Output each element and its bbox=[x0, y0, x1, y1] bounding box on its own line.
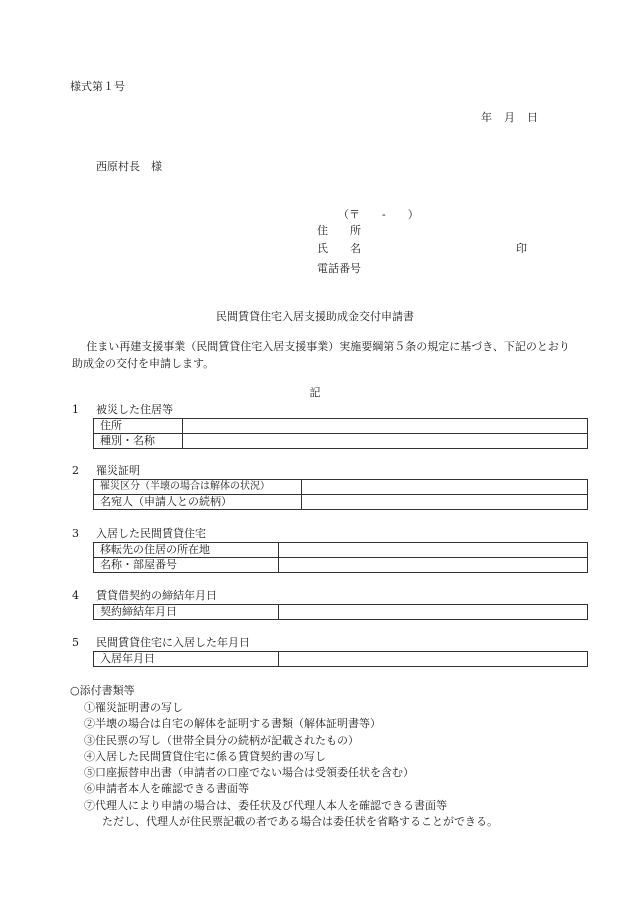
list-item: ⑤口座振替申出書（申請者の口座でない場合は受領委任状を含む） bbox=[84, 766, 414, 780]
row-label: 住所 bbox=[94, 419, 183, 434]
section-1-heading bbox=[72, 403, 173, 416]
section-2-heading bbox=[72, 464, 140, 477]
row-value-field[interactable] bbox=[279, 605, 588, 620]
list-item: ②半壊の場合は自宅の解体を証明する書類（解体証明書等） bbox=[84, 717, 381, 731]
table-row bbox=[94, 605, 588, 620]
section-title: 罹災証明 bbox=[96, 464, 140, 477]
attachments-list bbox=[84, 700, 498, 830]
postal-code: （〒 - ） bbox=[338, 208, 419, 221]
table-row bbox=[94, 480, 588, 495]
row-value-field[interactable] bbox=[302, 480, 588, 495]
list-item: ④入居した民間賃貸住宅に係る賃貸契約書の写し bbox=[84, 749, 326, 763]
section-number: 5 bbox=[72, 636, 79, 649]
section-3-heading bbox=[72, 527, 206, 540]
table-row bbox=[94, 419, 588, 434]
form-number: 様式第１号 bbox=[70, 80, 125, 93]
list-item: ③住民票の写し（世帯全員分の続柄が記載されたもの） bbox=[84, 733, 359, 747]
table-row bbox=[94, 558, 588, 573]
date-year: 年 bbox=[481, 111, 492, 124]
section-4-heading bbox=[72, 589, 217, 602]
row-label: 種別・名称 bbox=[94, 434, 183, 449]
date-day: 日 bbox=[527, 111, 538, 124]
date-line bbox=[481, 111, 542, 124]
applicant-phone-label: 電話番号 bbox=[317, 262, 361, 275]
table-row bbox=[94, 434, 588, 449]
attachments-heading: ○添付書類等 bbox=[70, 684, 135, 697]
list-item: ⑥申請者本人を確認できる書面等 bbox=[84, 782, 249, 796]
section-title: 賃貸借契約の締結年月日 bbox=[96, 589, 217, 602]
row-value-field[interactable] bbox=[279, 652, 588, 667]
section-3-table bbox=[93, 542, 588, 573]
row-label: 名宛人（申請人との続柄） bbox=[94, 495, 302, 510]
section-number: 4 bbox=[72, 589, 79, 602]
date-month: 月 bbox=[504, 111, 515, 124]
table-row bbox=[94, 652, 588, 667]
row-value-field[interactable] bbox=[279, 558, 588, 573]
row-label: 移転先の住居の所在地 bbox=[94, 543, 279, 558]
list-item: ①罹災証明書の写し bbox=[84, 701, 183, 714]
row-label: 名称・部屋番号 bbox=[94, 558, 279, 573]
addressee: 西原村長 様 bbox=[96, 160, 162, 173]
applicant-name-label: 氏 名 bbox=[317, 242, 361, 255]
row-label: 入居年月日 bbox=[94, 652, 279, 667]
row-label: 罹災区分（半壊の場合は解体の状況） bbox=[94, 480, 302, 495]
section-number: 1 bbox=[72, 403, 79, 416]
list-item: ⑦代理人により申請の場合は、委任状及び代理人本人を確認できる書面等 bbox=[84, 798, 447, 812]
section-title: 被災した住居等 bbox=[96, 403, 173, 416]
section-1-table bbox=[93, 418, 588, 449]
section-number: 2 bbox=[72, 464, 79, 477]
row-value-field[interactable] bbox=[279, 543, 588, 558]
row-value-field[interactable] bbox=[183, 419, 588, 434]
seal-mark: 印 bbox=[516, 242, 527, 255]
applicant-address-label: 住 所 bbox=[317, 224, 361, 237]
section-title: 民間賃貸住宅に入居した年月日 bbox=[96, 636, 250, 649]
section-5-table bbox=[93, 651, 588, 667]
section-number: 3 bbox=[72, 527, 79, 540]
table-row bbox=[94, 495, 588, 510]
row-label: 契約締結年月日 bbox=[94, 605, 279, 620]
section-2-table bbox=[93, 479, 588, 510]
ki-heading: 記 bbox=[309, 386, 321, 399]
section-title: 入居した民間賃貸住宅 bbox=[96, 527, 206, 540]
row-value-field[interactable] bbox=[302, 495, 588, 510]
section-4-table bbox=[93, 604, 588, 620]
row-value-field[interactable] bbox=[183, 434, 588, 449]
attachments-note: ただし、代理人が住民票記載の者である場合は委任状を省略することができる。 bbox=[102, 815, 498, 829]
document-title: 民間賃貸住宅入居支援助成金交付申請書 bbox=[216, 310, 414, 323]
intro-paragraph: 住まい再建支援事業（民間賃貸住宅入居支援事業）実施要綱第５条の規定に基づき、下記のとおり助成金の交付を申請します。 bbox=[72, 340, 570, 371]
table-row bbox=[94, 543, 588, 558]
section-5-heading bbox=[72, 636, 250, 649]
